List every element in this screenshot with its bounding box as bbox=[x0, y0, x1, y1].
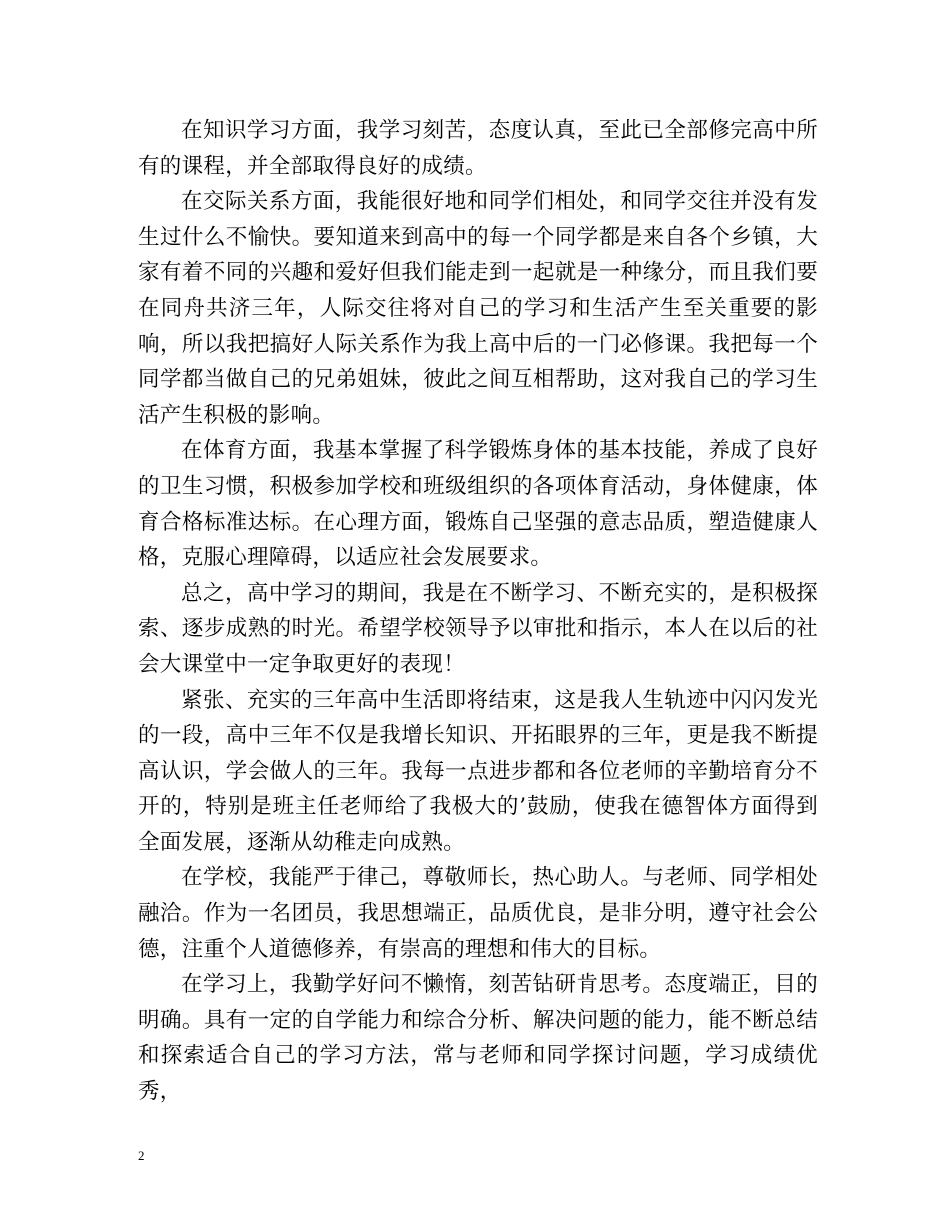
page-number: 2 bbox=[138, 1148, 145, 1163]
paragraph-physical-education: 在体育方面，我基本掌握了科学锻炼身体的基本技能，养成了良好的卫生习惯，积极参加学校和班级组织的各项体育活动，身体健康，体育合格标准达标。在心理方面，锻炼自己坚强的意志品质，塑造健康人格，克服心理障碍，以适应社会发展要求。 bbox=[138, 438, 818, 571]
paragraph-knowledge-study: 在知识学习方面，我学习刻苦，态度认真，至此已全部修完高中所有的课程，并全部取得良好的成绩。 bbox=[138, 118, 818, 179]
document-body bbox=[138, 113, 818, 1110]
paragraph-social-relations: 在交际关系方面，我能很好地和同学们相处，和同学交往并没有发生过什么不愉快。要知道来到高中的每一个同学都是来自各个乡镇，大家有着不同的兴趣和爱好但我们能走到一起就是一种缘分，而且我们要在同舟共济三年，人际交往将对自己的学习和生活产生至关重要的影响，所以我把搞好人际关系作为我上高中后的一门必修课。我把每一个同学都当做自己的兄弟姐妹，彼此之间互相帮助，这对我自己的学习生活产生积极的影响。 bbox=[138, 189, 818, 428]
paragraph-summary: 总之，高中学习的期间，我是在不断学习、不断充实的，是积极探索、逐步成熟的时光。希望学校领导予以审批和指示，本人在以后的社会大课堂中一定争取更好的表现！ bbox=[138, 580, 818, 677]
paragraph-three-years: 紧张、充实的三年高中生活即将结束，这是我人生轨迹中闪闪发光的一段，高中三年不仅是我增长知识、开拓眼界的三年，更是我不断提高认识，学会做人的三年。我每一点进步都和各位老师的辛勤培育分不开的，特别是班主任老师给了我极大的’鼓励，使我在德智体方面得到全面发展，逐渐从幼稚走向成熟。 bbox=[138, 687, 818, 855]
paragraph-in-study: 在学习上，我勤学好问不懒惰，刻苦钻研肯思考。态度端正，目的明确。具有一定的自学能力和综合分析、解决问题的能力，能不断总结和探索适合自己的学习方法，常与老师和同学探讨问题，学习成绩优秀， bbox=[138, 972, 818, 1105]
paragraph-at-school: 在学校，我能严于律己，尊敬师长，热心助人。与老师、同学相处融洽。作为一名团员，我思想端正，品质优良，是非分明，遵守社会公德，注重个人道德修养，有崇高的理想和伟大的目标。 bbox=[138, 865, 818, 962]
